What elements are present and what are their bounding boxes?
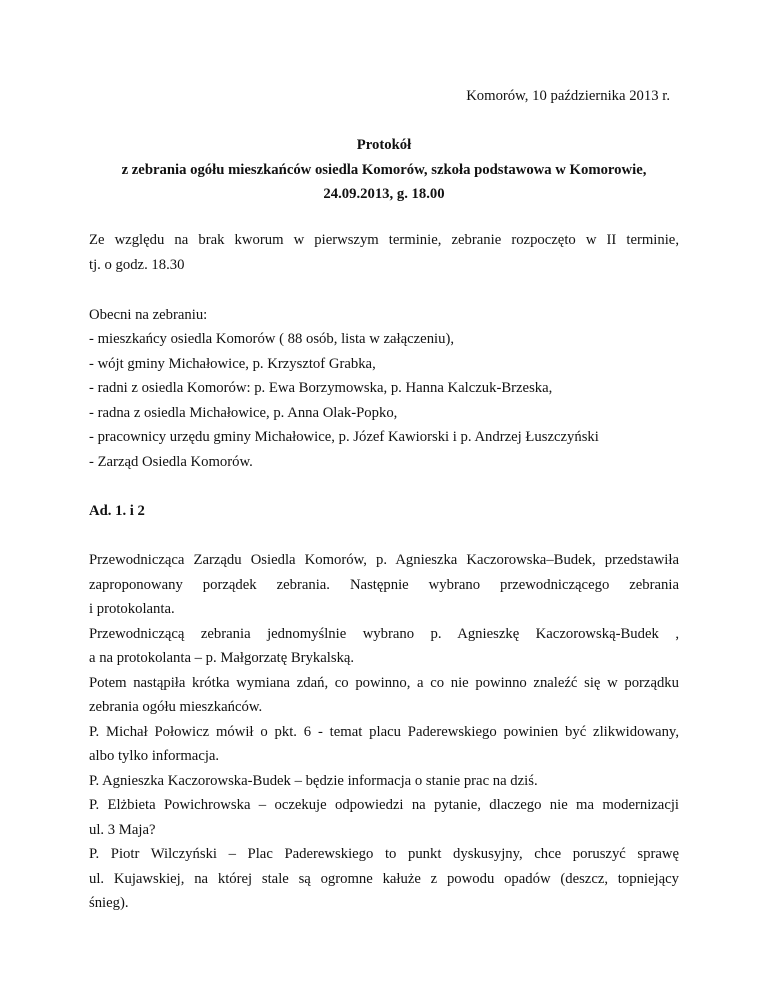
body-line: Potem nastąpiła krótka wymiana zdań, co powinno, a co nie powinno znaleźć się w porządku [89, 675, 679, 691]
body-line: P. Elżbieta Powichrowska – oczekuje odpowiedzi na pytanie, dlaczego nie ma modernizacji [89, 797, 679, 813]
present-item: - Zarząd Osiedla Komorów. [89, 454, 253, 470]
body-line: P. Agnieszka Kaczorowska-Budek – będzie informacja o stanie prac na dziś. [89, 773, 538, 789]
document-subtitle-line-1: z zebrania ogółu mieszkańców osiedla Komorów, szkoła podstawowa w Komorowie, [121, 162, 647, 178]
body-line: ul. Kujawskiej, na której stale są ogromne kałuże z powodu opadów (deszcz, topniejący [89, 871, 679, 887]
body-line: śnieg). [89, 895, 129, 911]
present-item: - mieszkańcy osiedla Komorów ( 88 osób, lista w załączeniu), [89, 331, 455, 347]
body-line: a na protokolanta – p. Małgorzatę Brykalską. [89, 650, 355, 666]
body-line: Przewodniczącą zebrania jednomyślnie wybrano p. Agnieszkę Kaczorowską-Budek , [89, 626, 679, 642]
section-heading: Ad. 1. i 2 [89, 503, 145, 519]
body-line: zebrania ogółu mieszkańców. [89, 699, 263, 715]
body-line: P. Piotr Wilczyński – Plac Paderewskiego to punkt dyskusyjny, chce poruszyć sprawę [89, 846, 679, 862]
present-item: - radna z osiedla Michałowice, p. Anna Olak-Popko, [89, 405, 398, 421]
place-date: Komorów, 10 października 2013 r. [466, 88, 670, 104]
body-line: albo tylko informacja. [89, 748, 220, 764]
body-line: P. Michał Połowicz mówił o pkt. 6 - temat placu Paderewskiego powinien być zlikwidowany, [89, 724, 679, 740]
document-subtitle-line-2: 24.09.2013, g. 18.00 [323, 186, 445, 202]
body-line: ul. 3 Maja? [89, 822, 156, 838]
intro-line-1: Ze względu na brak kworum w pierwszym terminie, zebranie rozpoczęto w II terminie, [89, 232, 679, 248]
present-heading: Obecni na zebraniu: [89, 307, 208, 323]
body-line: zaproponowany porządek zebrania. Następnie wybrano przewodniczącego zebrania [89, 577, 679, 593]
body-line: i protokolanta. [89, 601, 175, 617]
body-line: Przewodnicząca Zarządu Osiedla Komorów, p. Agnieszka Kaczorowska–Budek, przedstawiła [89, 552, 679, 568]
present-item: - pracownicy urzędu gminy Michałowice, p. Józef Kawiorski i p. Andrzej Łuszczyński [89, 429, 599, 445]
document-title: Protokół [356, 137, 412, 153]
intro-line-2: tj. o godz. 18.30 [89, 257, 185, 273]
present-item: - wójt gminy Michałowice, p. Krzysztof Grabka, [89, 356, 376, 372]
present-item: - radni z osiedla Komorów: p. Ewa Borzymowska, p. Hanna Kalczuk-Brzeska, [89, 380, 553, 396]
